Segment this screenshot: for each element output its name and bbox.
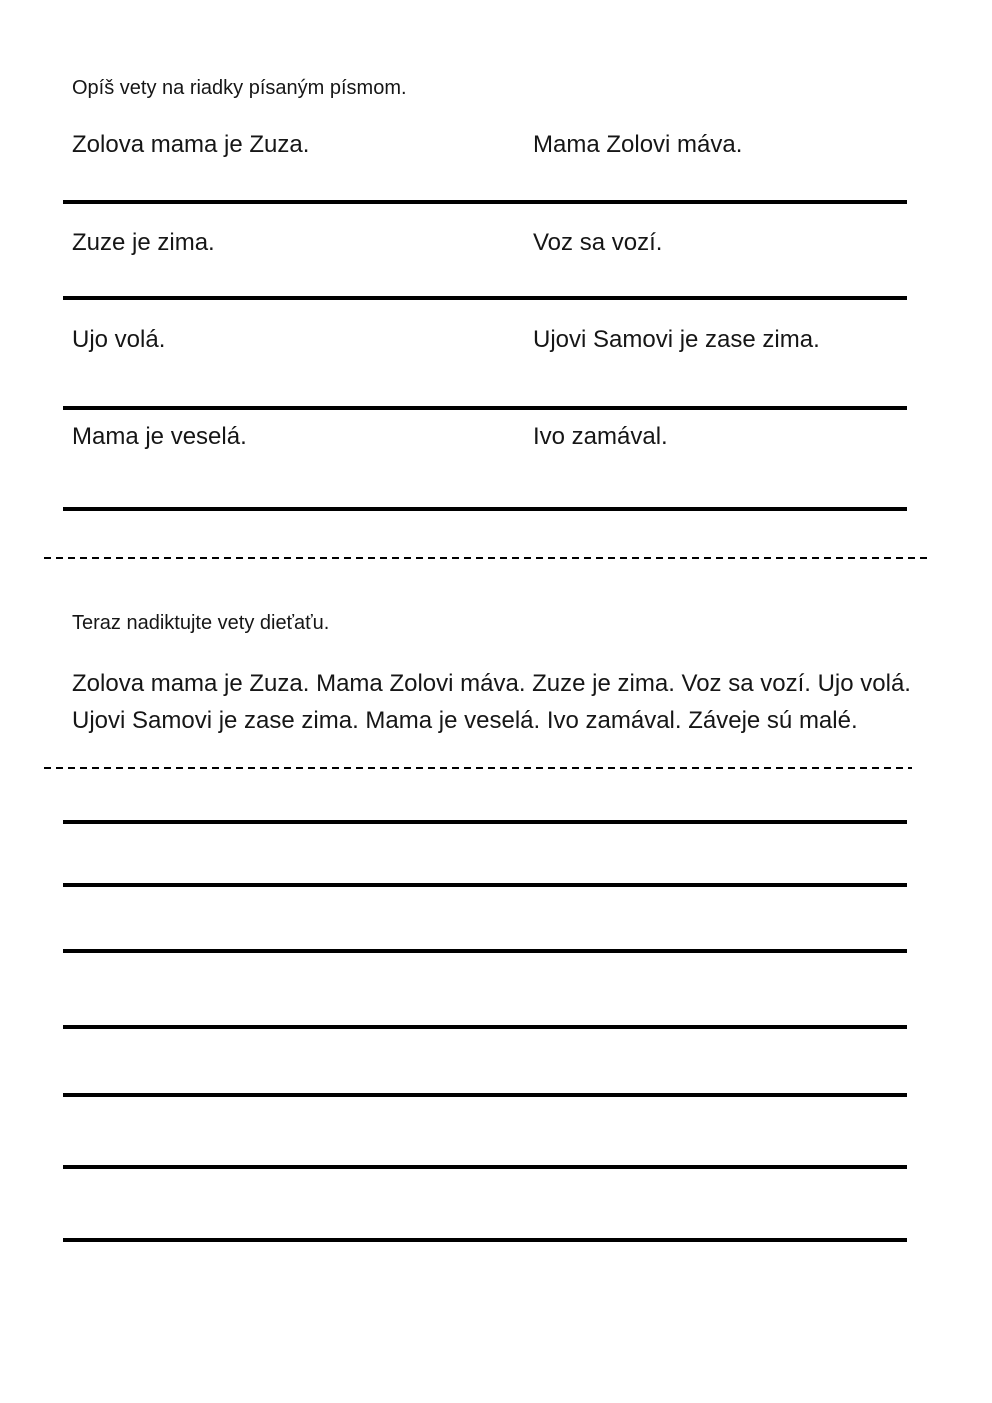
dictation-section-instruction: Teraz nadiktujte vety dieťaťu. xyxy=(72,612,330,634)
writing-line xyxy=(63,949,907,953)
ruled-line xyxy=(63,200,907,204)
writing-line xyxy=(63,1093,907,1097)
ruled-line xyxy=(63,296,907,300)
writing-line xyxy=(63,883,907,887)
copy-sentence: Zuze je zima. xyxy=(72,229,215,256)
writing-line xyxy=(63,1165,907,1169)
copy-sentence: Mama je veselá. xyxy=(72,423,247,450)
copy-sentence: Ivo zamával. xyxy=(533,423,668,450)
copy-sentence: Mama Zolovi máva. xyxy=(533,131,743,158)
copy-sentence: Voz sa vozí. xyxy=(533,229,663,256)
copy-sentence: Zolova mama je Zuza. xyxy=(72,131,310,158)
dictation-text-line: Zolova mama je Zuza. Mama Zolovi máva. Zuze je zima. Voz sa vozí. Ujo volá. xyxy=(72,670,911,697)
dashed-divider xyxy=(44,557,930,559)
writing-line xyxy=(63,1025,907,1029)
copy-sentence: Ujovi Samovi je zase zima. xyxy=(533,326,820,353)
dashed-divider xyxy=(44,767,912,769)
copy-section-instruction: Opíš vety na riadky písaným písmom. xyxy=(72,77,407,99)
writing-line xyxy=(63,1238,907,1242)
writing-line xyxy=(63,820,907,824)
ruled-line xyxy=(63,507,907,511)
copy-sentence: Ujo volá. xyxy=(72,326,166,353)
ruled-line xyxy=(63,406,907,410)
dictation-text-line: Ujovi Samovi je zase zima. Mama je veselá. Ivo zamával. Záveje sú malé. xyxy=(72,707,858,734)
